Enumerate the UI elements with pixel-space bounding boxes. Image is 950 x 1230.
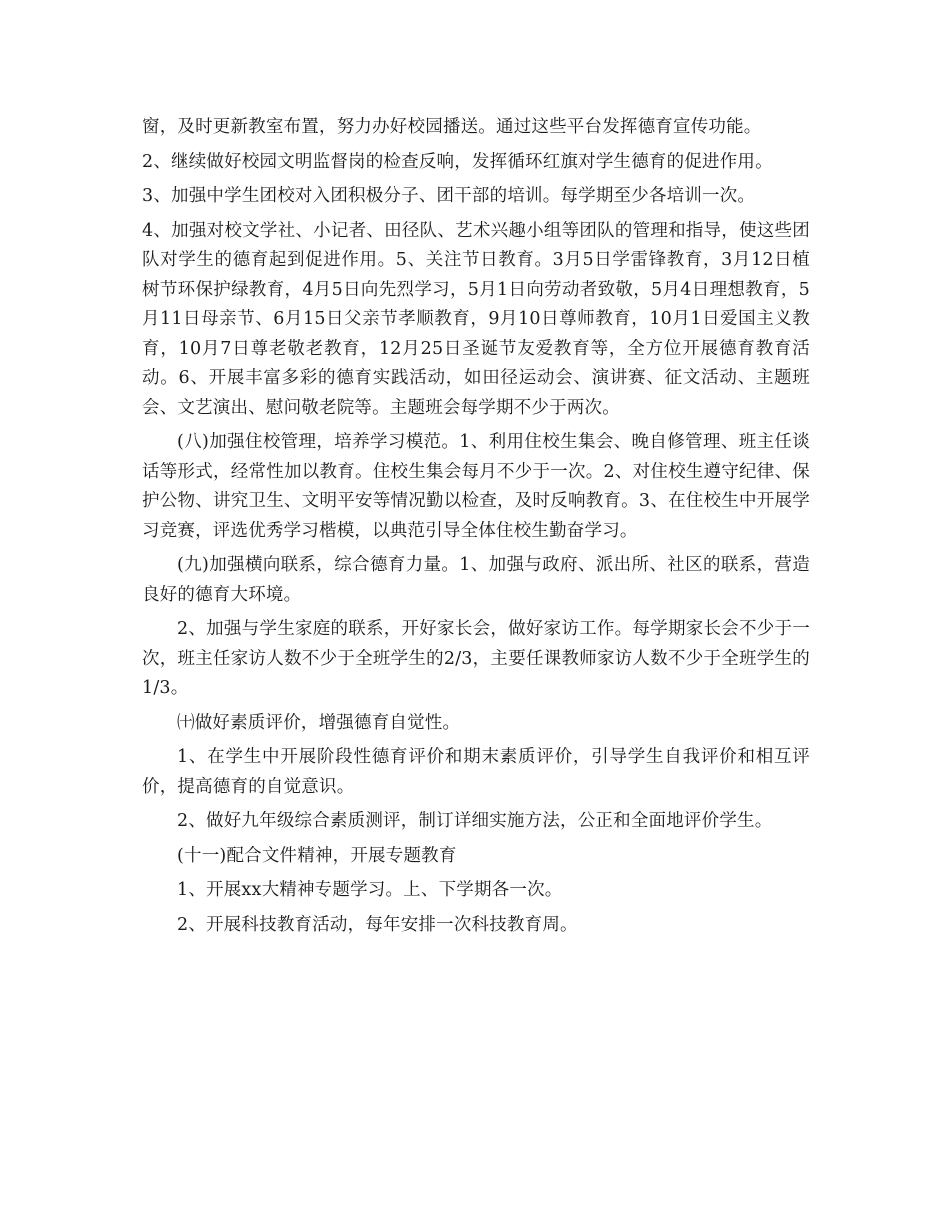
paragraph-7: 2、加强与学生家庭的联系，开好家长会，做好家访工作。每学期家长会不少于一次，班主任家访人数不少于全班学生的2/3，主要任课教师家访人数不少于全班学生的1/3。 xyxy=(142,619,810,698)
paragraph-6: (九)加强横向联系，综合德育力量。1、加强与政府、派出所、社区的联系，营造良好的德育大环境。 xyxy=(142,555,810,605)
paragraph-10: 2、做好九年级综合素质测评，制订详细实施方法，公正和全面地评价学生。 xyxy=(177,811,773,831)
paragraph-1: 窗，及时更新教室布置，努力办好校园播送。通过这些平台发挥德育宣传功能。 xyxy=(142,117,762,137)
paragraph-11: (十一)配合文件精神，开展专题教育 xyxy=(177,845,457,866)
paragraph-5: (八)加强住校管理，培养学习模范。1、利用住校生集会、晚自修管理、班主任谈话等形式，经常性加以教育。住校生集会每月不少于一次。2、对住校生遵守纪律、保护公物、讲究卫生、文明平安等情况勤以检查，及时反响教育。3、在住校生中开展学习竞赛，评选优秀学习楷模，以典范引导全体住校生勤奋学习。 xyxy=(142,432,810,541)
paragraph-12: 1、开展xx大精神专题学习。上、下学期各一次。 xyxy=(177,880,563,900)
document-body xyxy=(142,113,810,940)
paragraph-3: 3、加强中学生团校对入团积极分子、团干部的培训。每学期至少各培训一次。 xyxy=(142,186,756,206)
paragraph-2: 2、继续做好校园文明监督岗的检查反响，发挥循环红旗对学生德育的促进作用。 xyxy=(142,151,773,172)
paragraph-4: 4、加强对校文学社、小记者、田径队、艺术兴趣小组等团队的管理和指导，使这些团队对学生的德育起到促进作用。5、关注节日教育。3月5日学雷锋教育，3月12日植树节环保护绿教育，4月5日向先烈学习，5月1日向劳动者致敬，5月4日理想教育，5月11日母亲节、6月15日父亲节孝顺教育，9月10日尊师教育，10月1日爱国主义教育，10月7日尊老敬老教育，12月25日圣诞节友爱教育等，全方位开展德育教育活动。6、开展丰富多彩的德育实践活动，如田径运动会、演讲赛、征文活动、主题班会、文艺演出、慰问敬老院等。主题班会每学期不少于两次。 xyxy=(142,220,810,418)
paragraph-13: 2、开展科技教育活动，每年安排一次科技教育周。 xyxy=(177,914,578,935)
paragraph-8: ㈩做好素质评价，增强德育自觉性。 xyxy=(177,712,461,733)
paragraph-9: 1、在学生中开展阶段性德育评价和期末素质评价，引导学生自我评价和相互评价，提高德育的自觉意识。 xyxy=(142,747,810,797)
